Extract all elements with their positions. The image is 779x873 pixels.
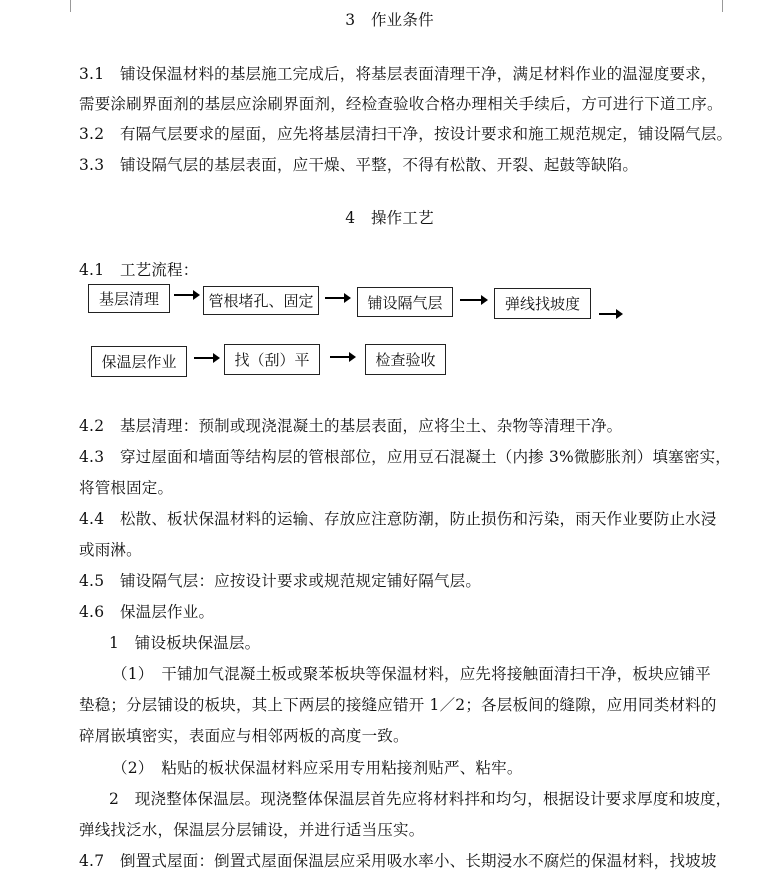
para-4-5: 4.5 铺设隔气层：应按设计要求或规范规定铺好隔气层。: [79, 572, 482, 590]
flow-arrow-6: [330, 356, 350, 358]
flow-arrow-3: [460, 299, 482, 301]
flow-arrow-2: [325, 297, 345, 299]
para-4-6-1-1-line-3: 碎屑嵌填密实，表面应与相邻两板的高度一致。: [79, 727, 409, 745]
para-4-6-1-2: （2） 粘贴的板状保温材料应采用专用粘接剂贴严、粘牢。: [112, 759, 523, 777]
flow-step-slope-lines: 弹线找坡度: [494, 288, 591, 319]
flow-arrow-4: [599, 313, 617, 315]
flow-step-base-cleaning: 基层清理: [88, 284, 170, 313]
flow-arrow-1: [174, 294, 194, 296]
para-4-3-line-1: 4.3 穿过屋面和墙面等结构层的管根部位，应用豆石混凝土（内掺 3%微膨胀剂）填塞密实，: [79, 448, 731, 466]
para-4-6: 4.6 保温层作业。: [79, 603, 215, 621]
para-4-6-1-1-line-2: 垫稳；分层铺设的板块，其上下两层的接缝应错开 1／2；各层板间的缝隙，应用同类材料的: [79, 696, 717, 714]
para-3-3: 3.3 铺设隔气层的基层表面，应干燥、平整，不得有松散、开裂、起鼓等缺陷。: [79, 156, 639, 174]
para-3-1-line-2: 需要涂刷界面剂的基层应涂刷界面剂，经检查验收合格办理相关手续后，方可进行下道工序。: [79, 95, 723, 113]
para-4-1: 4.1 工艺流程：: [79, 261, 199, 279]
para-4-6-1-1-line-1: （1） 干铺加气混凝土板或聚苯板块等保温材料，应先将接触面清扫干净，板块应铺平: [112, 665, 711, 683]
para-4-7: 4.7 倒置式屋面：倒置式屋面保温层应采用吸水率小、长期浸水不腐烂的保温材料，找坡坡: [79, 852, 717, 870]
flow-step-vapor-barrier: 铺设隔气层: [357, 287, 453, 317]
para-3-1-line-1: 3.1 铺设保温材料的基层施工完成后，将基层表面清理干净，满足材料作业的温湿度要求，: [79, 65, 717, 83]
section-3-heading: 3 作业条件: [345, 11, 434, 29]
flow-step-pipe-plug: 管根堵孔、固定: [203, 286, 319, 315]
flow-step-leveling: 找（刮）平: [224, 344, 320, 375]
flow-step-inspection: 检查验收: [365, 344, 446, 375]
flow-step-insulation-work: 保温层作业: [91, 346, 187, 377]
para-4-6-1: 1 铺设板块保温层。: [109, 634, 261, 652]
para-4-2: 4.2 基层清理：预制或现浇混凝土的基层表面，应将尘土、杂物等清理干净。: [79, 417, 623, 435]
flow-arrow-5: [194, 357, 214, 359]
para-4-4-line-2: 或雨淋。: [79, 541, 142, 559]
para-4-6-2-line-2: 弹线找泛水，保温层分层铺设，并进行适当压实。: [79, 821, 425, 839]
para-4-3-line-2: 将管根固定。: [79, 479, 174, 497]
section-4-heading: 4 操作工艺: [345, 209, 434, 227]
para-3-2: 3.2 有隔气层要求的屋面，应先将基层清扫干净，按设计要求和施工规范规定，铺设隔气层。: [79, 125, 733, 143]
para-4-4-line-1: 4.4 松散、板状保温材料的运输、存放应注意防潮，防止损伤和污染，雨天作业要防止水浸: [79, 510, 717, 528]
para-4-6-2-line-1: 2 现浇整体保温层。现浇整体保温层首先应将材料拌和均匀，根据设计要求厚度和坡度，: [109, 790, 732, 808]
